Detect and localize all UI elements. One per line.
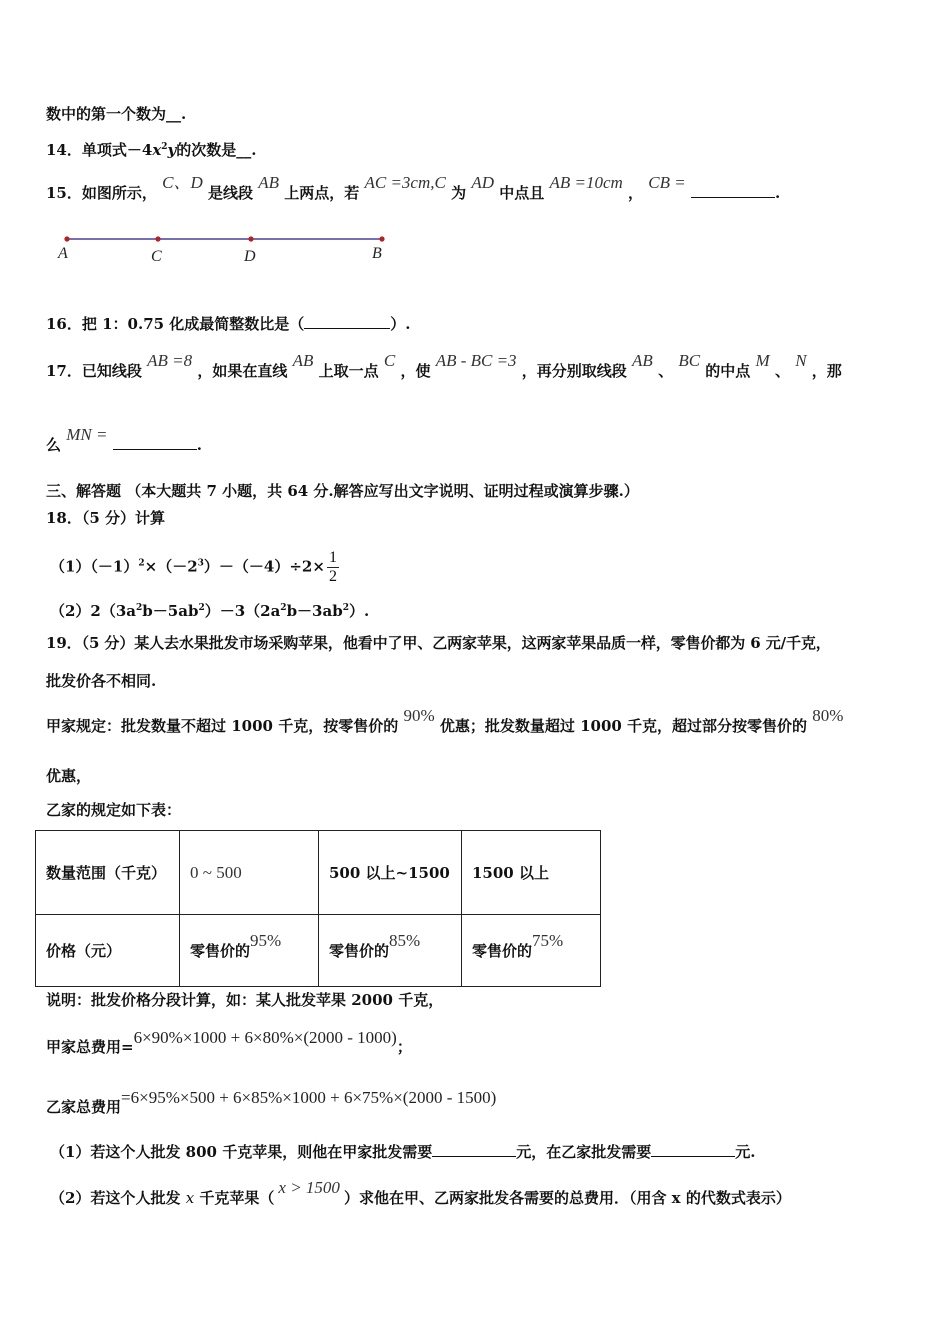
q18-sup: 2 — [342, 603, 349, 613]
q19-text: 元，在乙家批发需要 — [516, 1143, 652, 1161]
q19-text: ）求他在甲、乙两家批发各需要的总费用．（用含 x 的代数式表示） — [343, 1189, 791, 1207]
table-cell: 0 ~ 500 — [180, 831, 319, 915]
q17-text: 、 — [658, 362, 674, 380]
label-a: A — [58, 245, 68, 262]
q18-text: （2）2（3a — [50, 602, 137, 620]
table-text: 零售价的 — [329, 942, 390, 960]
table-cell: 1500 以上 — [462, 831, 601, 915]
label-b: B — [372, 245, 382, 262]
yi-label: 乙家总费用 — [46, 1098, 122, 1116]
q14-x: x — [152, 141, 162, 159]
q16-text-end: ）. — [390, 315, 411, 333]
q18-sup: 2 — [138, 558, 145, 569]
q17-math: N — [795, 351, 807, 370]
condition-math: x > 1500 — [278, 1178, 340, 1197]
q15-text: 中点且 — [499, 184, 545, 202]
table-percent: 75% — [532, 931, 564, 950]
q17-text: . — [196, 436, 202, 454]
table-text: 零售价的 — [472, 942, 533, 960]
q18-text: （1）（－1） — [50, 557, 139, 576]
q19-text: 优惠；批发数量超过 1000 千克，超过部分按零售价的 — [439, 717, 808, 735]
q19-line5: 乙家的规定如下表： — [46, 801, 182, 819]
table-percent: 95% — [250, 931, 282, 950]
jia-total — [46, 1028, 412, 1057]
q17-text: 17．已知线段 — [46, 362, 142, 380]
answer-blank — [651, 1142, 735, 1157]
q18-title: 18．（5 分）计算 — [46, 509, 166, 527]
answer-blank — [113, 435, 197, 450]
q18-part1 — [50, 549, 339, 586]
q14 — [46, 137, 256, 160]
yi-formula: =6×95%×500 + 6×85%×1000 + 6×75%×(2000 - 1500) — [121, 1088, 497, 1107]
table-cell — [319, 915, 462, 987]
section-3-heading: 三、解答题 （本大题共 7 小题，共 64 分.解答应写出文字说明、证明过程或演算步骤.） — [46, 482, 639, 500]
q19-part2 — [50, 1178, 791, 1208]
q15-text: 上两点，若 — [284, 184, 360, 202]
q14-text: 14．单项式－4 — [46, 141, 153, 159]
q16 — [46, 314, 411, 334]
point-b — [379, 236, 384, 241]
q15-text: 为 — [451, 184, 467, 202]
q18-sup: 2 — [136, 603, 143, 613]
q17-math: AB — [632, 351, 653, 370]
label-c: C — [151, 248, 162, 265]
table-percent: 85% — [389, 931, 421, 950]
jia-formula: 6×90%×1000 + 6×80%×(2000 - 1000) — [133, 1028, 397, 1047]
q19-text: 元. — [735, 1143, 756, 1161]
q14-text-end: 的次数是__. — [176, 141, 257, 159]
q19-percent-80: 80% — [812, 706, 844, 725]
q19-text: 甲家规定：批发数量不超过 1000 千克，按零售价的 — [46, 717, 399, 735]
note-line: 说明：批发价格分段计算，如：某人批发苹果 2000 千克， — [46, 991, 444, 1009]
table-row — [36, 915, 601, 987]
q14-sup: 2 — [161, 142, 168, 152]
q18-text: ）－（－4）÷2× — [203, 557, 325, 576]
label-d: D — [244, 248, 256, 265]
jia-label: 甲家总费用= — [46, 1038, 134, 1056]
q18-sup: 2 — [198, 603, 205, 613]
q17-text: 的中点 — [705, 362, 751, 380]
q18-text: ）－3（2a — [204, 602, 281, 620]
pricing-table — [35, 830, 601, 987]
answer-blank — [691, 183, 775, 198]
q19-line2: 批发价各不相同. — [46, 672, 157, 690]
q18-sup: 3 — [197, 558, 204, 569]
fraction-one-half — [327, 549, 339, 586]
jia-end: ； — [396, 1038, 412, 1056]
q17-math: AB - BC =3 — [435, 351, 517, 370]
q19-text: 千克苹果（ — [199, 1189, 275, 1207]
q17-text: ，如果在直线 — [197, 362, 288, 380]
q15-math-ac: AC =3cm,C — [364, 173, 446, 192]
fraction-numerator: 1 — [328, 549, 337, 566]
q17-text: ，再分别取线段 — [521, 362, 627, 380]
table-cell: 500 以上~1500 — [319, 831, 462, 915]
q15-math-cd: C、D — [162, 173, 203, 192]
q15-text: . — [774, 184, 781, 202]
q17-math: C — [383, 351, 396, 370]
q15-math-ab10: AB =10cm — [549, 173, 623, 192]
table-cell — [462, 915, 601, 987]
q18-text: b－3ab — [286, 602, 343, 620]
point-a — [64, 236, 69, 241]
q19-line3 — [46, 706, 844, 736]
var-x: x — [185, 1189, 195, 1207]
q19-percent-90: 90% — [403, 706, 435, 725]
q17-math: AB =8 — [147, 351, 193, 370]
q14-y: y — [167, 141, 177, 159]
q13-tail: 数中的第一个数为__. — [46, 105, 187, 123]
fraction-denominator: 2 — [328, 568, 337, 585]
q15-math-cb: CB = — [648, 173, 686, 192]
q15-text: 15．如图所示， — [46, 184, 157, 202]
q18-sup: 2 — [280, 603, 287, 613]
point-d — [248, 236, 253, 241]
q17-math: BC — [678, 351, 701, 370]
q18-text: b－5ab — [142, 602, 199, 620]
q15-text: 是线段 — [207, 184, 253, 202]
q19-line4: 优惠， — [46, 767, 92, 785]
q17-text: ，使 — [400, 362, 431, 380]
table-cell: 数量范围（千克） — [36, 831, 180, 915]
q18-part2 — [50, 598, 369, 621]
q17-text: ，那 — [811, 362, 842, 380]
table-cell: 价格（元） — [36, 915, 180, 987]
q16-text: 16．把 1：0.75 化成最简整数比是（ — [46, 315, 305, 333]
table-text: 零售价的 — [190, 942, 251, 960]
q15 — [46, 173, 781, 203]
q19-line1: 19．（5 分）某人去水果批发市场采购苹果，他看中了甲、乙两家苹果，这两家苹果品质一样，零售价都为 6 元/千克， — [46, 634, 831, 652]
q17 — [46, 351, 842, 381]
q15-text: ， — [628, 184, 644, 202]
q15-math-ad: AD — [471, 173, 494, 192]
answer-blank — [304, 314, 390, 329]
q17-math-mn: MN = — [66, 425, 108, 444]
q18-text: ×（－2 — [144, 557, 198, 576]
q17-math: M — [755, 351, 770, 370]
q15-math-ab: AB — [258, 173, 279, 192]
answer-blank — [432, 1142, 516, 1157]
q17-math: AB — [292, 351, 314, 370]
yi-total — [46, 1088, 497, 1117]
q17-text: 么 — [46, 436, 62, 454]
point-c — [155, 236, 160, 241]
q19-text: （1）若这个人批发 800 千克苹果，则他在甲家批发需要 — [50, 1143, 433, 1161]
q17-cont — [46, 425, 202, 455]
segment-figure — [55, 228, 395, 270]
q19-text: （2）若这个人批发 — [50, 1189, 181, 1207]
q19-part1 — [50, 1142, 755, 1162]
table-row — [36, 831, 601, 915]
q17-text: 、 — [774, 362, 790, 380]
q17-text: 上取一点 — [318, 362, 379, 380]
table-cell — [180, 915, 319, 987]
q18-text: ）. — [348, 602, 370, 620]
